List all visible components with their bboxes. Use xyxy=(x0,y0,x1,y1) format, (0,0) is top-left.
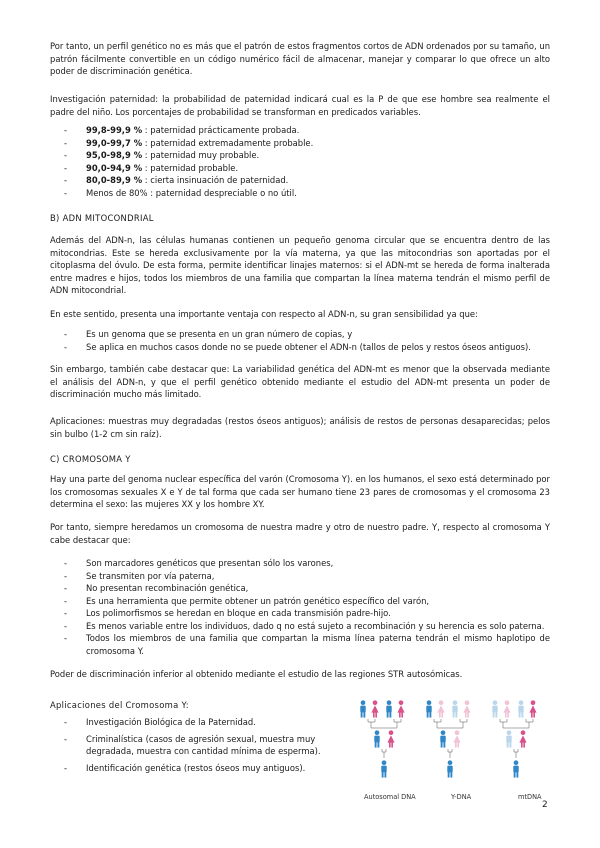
section-b-paragraph-4: Aplicaciones: muestras muy degradadas (restos óseos antiguos); análisis de restos de personas desaparecidas; pelos sin bulbo (1-2 cm sin raíz). xyxy=(50,416,550,439)
female-figure xyxy=(397,700,404,717)
list-item: - 80,0-89,9 % : cierta insinuación de paternidad. xyxy=(64,175,289,185)
male-figure xyxy=(440,730,445,747)
female-figure xyxy=(387,730,394,747)
list-item: - No presentan recombinación genética, xyxy=(64,583,249,593)
list-item: - 99,8-99,9 % : paternidad prácticamente probada. xyxy=(64,125,300,135)
list-item: - Es menos variable entre los individuos, dado q no está sujeto a recombinación y su herencia es solo paterna. xyxy=(64,620,545,631)
y-dna-tree xyxy=(426,700,470,777)
inheritance-figure xyxy=(356,700,556,805)
male-figure xyxy=(426,700,431,717)
list-item: - Se transmiten por vía paterna, xyxy=(64,570,215,581)
male-figure xyxy=(506,730,511,747)
list-item: - Todos los miembros de una familia que compartan la misma línea paterna tendrán el mismo haplotipo de cromosoma Y. xyxy=(64,633,550,656)
section-b-paragraph-1: Además del ADN-n, las células humanas contienen un pequeño genoma circular que se encuentra dentro de las mitocondrias. Este se hereda exclusivamente por la vía materna, ya que las mitocondrias son aportadas por el citoplasma del óvulo. De esta forma, permite identificar linajes maternos: si el ADN-mt se hereda de forma inalterada entre madres e hijos, todos los miembros de una familia que compartan la línea materna tendrán el mismo perfil de ADN mitocondrial. xyxy=(50,235,550,295)
female-figure xyxy=(529,700,536,717)
section-b-paragraph-3: Sin embargo, también cabe destacar que: La variabilidad genética del ADN-mt es menor que la observada mediante el análisis del ADN-n, y que el perfil genético obtenido mediante el estudio del ADN-mt presenta un poder de discriminación mucho más limitado. xyxy=(50,364,550,399)
list-item: - Son marcadores genéticos que presentan sólo los varones, xyxy=(64,558,334,568)
female-figure xyxy=(503,700,510,717)
section-b-heading: B) ADN MITOCONDRIAL xyxy=(50,213,154,223)
autosomal-tree xyxy=(360,700,404,777)
male-figure xyxy=(447,760,452,777)
section-b-paragraph-2: En este sentido, presenta una importante ventaja con respecto al ADN-n, su gran sensibilidad ya que: xyxy=(50,309,478,319)
list-item: - Es un genoma que se presenta en un gran número de copias, y xyxy=(64,329,353,339)
male-figure xyxy=(360,700,365,717)
page-number: 2 xyxy=(542,800,548,810)
paternity-paragraph: Investigación paternidad: la probabilidad de paternidad indicará cual es la P de que ese hombre sea realmente el padre del niño. Los porcentajes de probabilidad se transforman en predicados variables. xyxy=(50,94,550,117)
female-figure xyxy=(371,700,378,717)
list-item: - Identificación genética (restos óseos muy antiguos). xyxy=(64,762,306,773)
paternity-list xyxy=(50,124,550,199)
section-c-heading: C) CROMOSOMA Y xyxy=(50,454,131,464)
figure-label-y-dna: Y-DNA xyxy=(451,793,472,801)
section-c-paragraph-3: Poder de discriminación inferior al obtenido mediante el estudio de las regiones STR autosómicas. xyxy=(50,669,463,679)
male-figure xyxy=(452,700,457,717)
male-figure xyxy=(381,760,386,777)
list-item: - 90,0-94,9 % : paternidad probable. xyxy=(64,162,239,173)
list-item: - Investigación Biológica de la Paternidad. xyxy=(64,717,256,727)
male-figure xyxy=(513,760,518,777)
mt-dna-tree xyxy=(492,700,536,777)
male-figure xyxy=(492,700,497,717)
figure-label-mt-dna: mtDNA xyxy=(518,793,542,801)
section-c-paragraph-2: Por tanto, siempre heredamos un cromosoma de nuestra madre y otro de nuestro padre. Y, respecto al cromosoma Y cabe destacar que: xyxy=(50,522,550,545)
list-item: - Criminalística (casos de agresión sexual, muestra muy degradada, muestra con cantidad mínima de esperma). xyxy=(64,733,321,756)
section-b-list xyxy=(50,328,550,353)
list-item: - 99,0-99,7 % : paternidad extremadamente probable. xyxy=(64,137,314,148)
list-item: - Se aplica en muchos casos donde no se puede obtener el ADN-n (tallos de pelos y restos óseos antiguos). xyxy=(64,341,531,352)
female-figure xyxy=(437,700,444,717)
female-figure xyxy=(463,700,470,717)
list-item: - Los polimorfismos se heredan en bloque en cada transmisión padre-hijo. xyxy=(64,608,391,618)
section-c-paragraph-1: Hay una parte del genoma nuclear específica del varón (Cromosoma Y). en los humanos, el sexo está determinado por los cromosomas sexuales X e Y de tal forma que cada ser humano tiene 23 pares de cromosomas y el cromosoma 23 determina el sexo: las mujeres XX y los hombre XY. xyxy=(50,474,550,509)
applications-heading: Aplicaciones del Cromosoma Y: xyxy=(50,700,189,710)
male-figure xyxy=(374,730,379,747)
female-figure xyxy=(519,730,526,747)
applications-list xyxy=(50,716,340,774)
figure-label-autosomal: Autosomal DNA xyxy=(364,793,416,801)
list-item: - 95,0-98,9 % : paternidad muy probable. xyxy=(64,150,260,160)
male-figure xyxy=(386,700,391,717)
intro-paragraph: Por tanto, un perfil genético no es más que el patrón de estos fragmentos cortos de ADN ordenados por su tamaño, un patrón fácilmente convertible en un código numérico fácil de almacenar, manejar y comparar lo que ofrece un alto poder de discriminación genética. xyxy=(50,41,550,76)
list-item: - Es una herramienta que permite obtener un patrón genético específico del varón, xyxy=(64,595,430,606)
female-figure xyxy=(453,730,460,747)
male-figure xyxy=(518,700,523,717)
list-item: - Menos de 80% : paternidad despreciable o no útil. xyxy=(64,187,297,198)
section-c-list xyxy=(50,557,550,657)
